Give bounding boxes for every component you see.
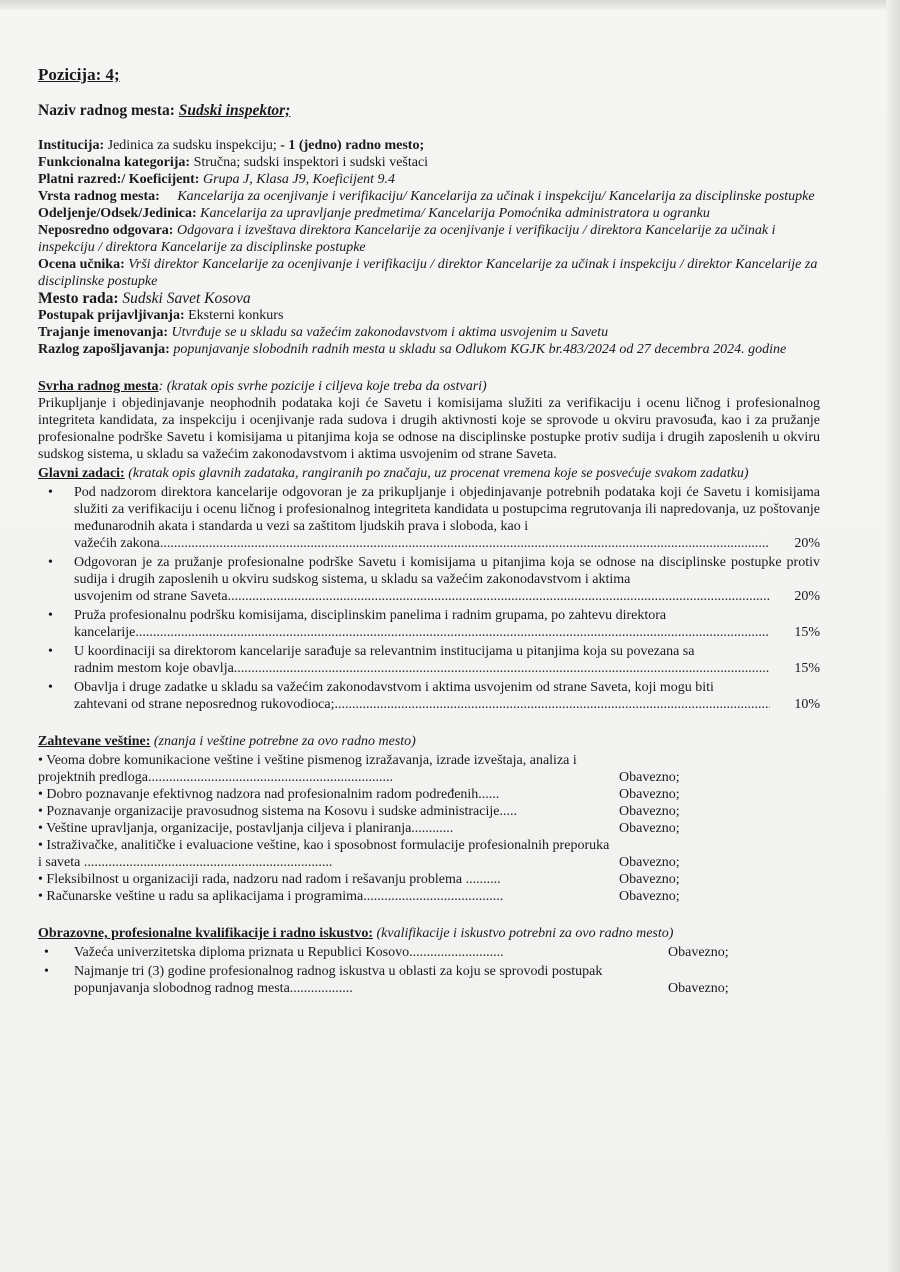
job-info-block [38, 137, 820, 358]
education-note: (kvalifikacije i iskustvo potrebni za ovo radno mesto) [376, 926, 674, 941]
scan-edge-right [886, 0, 900, 1272]
bullet-icon: • [48, 555, 53, 570]
scan-edge-top [0, 0, 900, 10]
purpose-text: Prikupljanje i objedinjavanje neophodnih podataka koji će Savetu i komisijama služiti za verifikaciju i ocenu ličnog i profesionalnog integriteta kandidata, za inspekciju i ocenjivanje rada sudova i drugih aktivnosti koje se sprovode u okviru pravosuđa, kao i za pružanje profesionalne podrške Savetu i komisijama u pitanjima koja se odnose na disciplinske postupke protiv sudija i drugih zaposlenih u okviru sudskog sistema, u skladu sa važećim zakonodavstvom i aktima usvojenim od strane Saveta. [38, 396, 820, 462]
education-heading-line [38, 925, 820, 942]
position-title: Pozicija: 4; [38, 65, 120, 84]
department-line: Odeljenje/Odsek/Jedinica: Kancelarija za upravljanje predmetima/ Kancelarija Pomoćnika administratora u ogranku [38, 206, 710, 221]
time-percent: 10% [794, 697, 820, 712]
bullet-icon: • [44, 945, 49, 960]
time-percent: 20% [794, 536, 820, 551]
requirement-status: Obavezno; [619, 787, 680, 802]
tasks-section [38, 465, 820, 713]
list-item: • U koordinaciji sa direktorom kancelarije sarađuje sa relevantnim institucijama u pitanjima koja su povezana sa radnim mestom koje obavlja ..... 15% [38, 643, 820, 677]
purpose-heading: Svrha radnog mesta [38, 379, 159, 394]
skills-section [38, 733, 820, 905]
list-item: • Poznavanje organizacije pravosudnog sistema na Kosovu i sudske administracije..... Obavezno; [38, 803, 738, 820]
job-title-value: Sudski inspektor; [178, 102, 291, 119]
list-item: • Odgovoran je za pružanje profesionalne podrške Savetu i komisijama u pitanjima koja se odnose na disciplinske postupke protiv sudija i drugih zaposlenih u okviru sudskog sistema, u skladu sa važećim zakonodavstvom i aktima usvojenim od strane Saveta ..... 20% [38, 554, 820, 605]
bullet-icon: • [44, 964, 49, 979]
bullet-icon: • [48, 608, 53, 623]
list-item: • Istraživačke, analitičke i evaluacione veštine, kao i sposobnost formulacije profesionalnih preporuka i saveta ....................................................................... Obavezno; [38, 837, 738, 871]
time-percent: 15% [794, 661, 820, 676]
education-heading: Obrazovne, profesionalne kvalifikacije i radno iskustvo: [38, 926, 373, 941]
institution-line: Institucija: Jedinica za sudsku inspekciju; - 1 (jedno) radno mesto; [38, 138, 425, 153]
skills-heading-line [38, 733, 820, 750]
requirement-status: Obavezno; [619, 855, 680, 870]
requirement-status: Obavezno; [619, 821, 680, 836]
skills-note: (znanja i veštine potrebne za ovo radno mesto) [153, 734, 416, 749]
document-content [38, 66, 820, 999]
work-place-line: Mesto rada: Sudski Savet Kosova [38, 290, 251, 307]
requirement-status: Obavezno; [619, 804, 680, 819]
purpose-section [38, 378, 820, 463]
bullet-icon: • [48, 680, 53, 695]
tasks-heading-line [38, 465, 820, 482]
list-item: • Obavlja i druge zadatke u skladu sa važećim zakonodavstvom i aktima usvojenim od strane Saveta, koji mogu biti zahtevani od strane neposrednog rukovodioca; ..... 10% [38, 679, 820, 713]
skills-heading: Zahtevane veštine: [38, 734, 151, 749]
list-item: • Najmanje tri (3) godine profesionalnog radnog iskustva u oblasti za koju se sprovodi postupak popunjavanja slobodnog radnog mesta.................. Obavezno; [44, 964, 729, 996]
list-item: • Fleksibilnost u organizaciji rada, nadzoru nad radom i rešavanju problema .......... Obavezno; [38, 871, 738, 888]
list-item: • Veoma dobre komunikacione veštine i veštine pismenog izražavanja, izrade izveštaja, analiza i projektnih predloga...................................................................... Obavezno; [38, 752, 738, 786]
requirement-status: Obavezno; [668, 945, 729, 960]
time-percent: 20% [794, 589, 820, 604]
requirement-status: Obavezno; [619, 770, 680, 785]
job-title-label: Naziv radnog mesta: [38, 102, 175, 119]
tasks-note: (kratak opis glavnih zadataka, rangiranih po značaju, uz procenat vremena koje se posvećuje svakom zadatku) [128, 466, 749, 481]
list-item: • Veštine upravljanja, organizacije, postavljanja ciljeva i planiranja............ Obavezno; [38, 820, 738, 837]
employment-reason-line: Razlog zapošljavanja: popunjavanje slobodnih radnih mesta u skladu sa Odlukom KGJK br.483/2024 od 27 decembra 2024. godine [38, 342, 787, 357]
list-item: • Važeća univerzitetska diploma priznata u Republici Kosovo........................... Obavezno; [44, 945, 729, 960]
list-item: • Pod nadzorom direktora kancelarije odgovoran je za prikupljanje i objedinjavanje potrebnih podataka koji će Savetu i komisijama služiti za verifikaciju i ocenu ličnog i profesionalnog integriteta kandidata u postupcima regrutovanja ili napredovanja, uz poštovanje međunarodnih akata i standarda u vezi sa zaštitom ljudskih prava i sloboda, kao i važećih zakona ..... 20% [38, 484, 820, 552]
tasks-list [38, 484, 820, 713]
requirement-status: Obavezno; [619, 872, 680, 887]
list-item: • Računarske veštine u radu sa aplikacijama i programima........................................ Obavezno; [38, 888, 738, 905]
job-type-line: Vrsta radnog mesta: Kancelarija za ocenjivanje i verifikaciju/ Kancelarija za učinak i inspekciju/ Kancelarija za disciplinske postupke [38, 189, 815, 204]
requirement-status: Obavezno; [668, 981, 729, 996]
list-item: • Pruža profesionalnu podršku komisijama, disciplinskim panelima i radnim grupama, po zahtevu direktora kancelarije ..... 15% [38, 607, 820, 641]
time-percent: 15% [794, 625, 820, 640]
tasks-heading: Glavni zadaci: [38, 466, 125, 481]
bullet-icon: • [48, 485, 53, 500]
job-title-line [38, 102, 820, 119]
purpose-heading-line: Svrha radnog mesta: (kratak opis svrhe pozicije i ciljeva koje treba da ostvari) [38, 379, 487, 394]
category-line: Funkcionalna kategorija: Stručna; sudski inspektori i sudski veštaci [38, 155, 429, 170]
application-procedure-line: Postupak prijavljivanja: Eksterni konkurs [38, 308, 284, 323]
appointment-duration-line: Trajanje imenovanja: Utvrđuje se u skladu sa važećim zakonodavstvom i aktima usvojenim u Savetu [38, 325, 609, 340]
education-section [38, 925, 820, 997]
bullet-icon: • [48, 644, 53, 659]
requirement-status: Obavezno; [619, 889, 680, 904]
list-item: • Dobro poznavanje efektivnog nadzora nad profesionalnim radom podređenih...... Obavezno; [38, 786, 738, 803]
reports-to-line: Neposredno odgovara: Odgovara i izveštava direktora Kancelarije za ocenjivanje i verifikaciju / direktora Kancelarije za učinak i inspekciju / direktora Kancelarije za disciplinske postupke [38, 223, 776, 255]
purpose-note: (kratak opis svrhe pozicije i ciljeva koje treba da ostvari) [166, 379, 487, 394]
evaluation-line: Ocena učnika: Vrši direktor Kancelarije za ocenjivanje i verifikaciju / direktor Kancelarije za učinak i inspekciju / direktor Kancelarije za disciplinske postupke [38, 257, 818, 289]
salary-grade-line: Platni razred:/ Koeficijent: Grupa J, Klasa J9, Koeficijent 9.4 [38, 172, 396, 187]
skills-list [38, 752, 738, 905]
education-list [38, 944, 738, 997]
